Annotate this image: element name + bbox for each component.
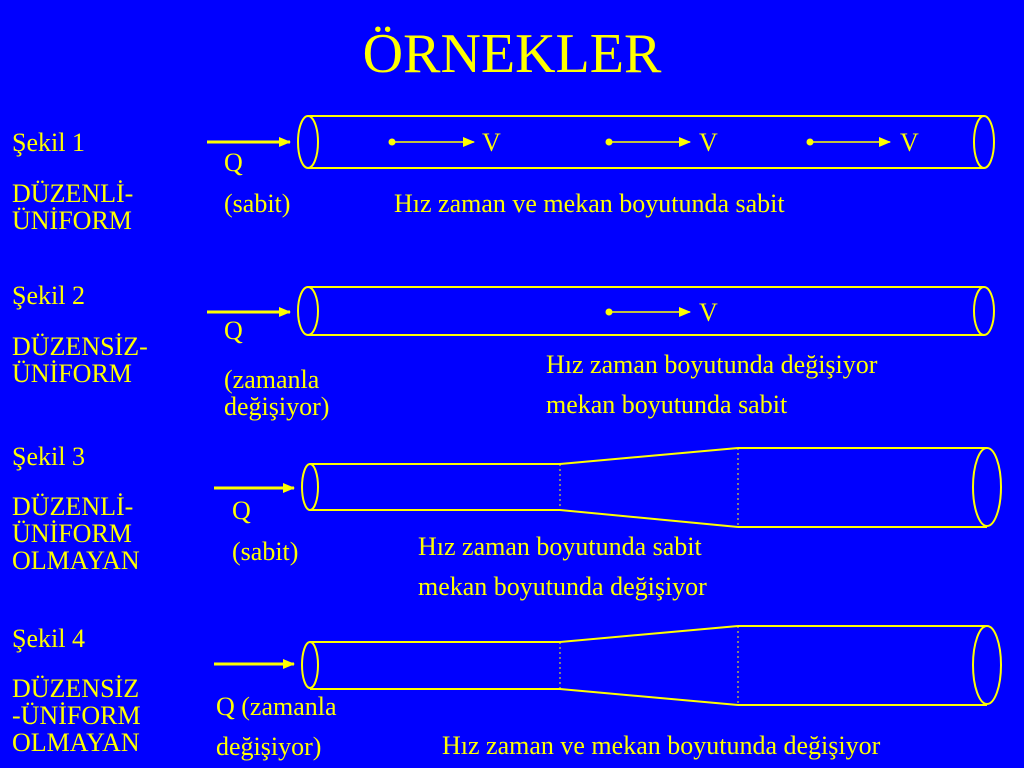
pipe-outlet-end (973, 448, 1001, 526)
pipe-transition-bottom-wall (560, 689, 738, 705)
velocity-label: V (699, 128, 718, 157)
pipe-outlet-end (973, 626, 1001, 704)
discharge-label: Q (224, 316, 243, 345)
discharge-note: değişiyor) (216, 732, 322, 761)
velocity-label: V (699, 298, 718, 327)
flow-type-line: ÜNİFORM (12, 206, 132, 235)
discharge-note: (sabit) (232, 537, 299, 566)
pipe-uniform (298, 287, 994, 335)
pipe-expanding (302, 448, 1001, 527)
pipe-outlet-end (974, 287, 994, 335)
figure-2-diagram (207, 287, 994, 335)
flow-type-line: DÜZENSİZ (12, 674, 140, 703)
flow-type-line: DÜZENSİZ- (12, 332, 148, 361)
velocity-label: V (482, 128, 501, 157)
discharge-note: (sabit) (224, 189, 291, 218)
discharge-label: Q (232, 496, 251, 525)
description-line: mekan boyutunda değişiyor (418, 572, 707, 601)
pipe-transition-top-wall (560, 626, 738, 642)
description-line: Hız zaman ve mekan boyutunda değişiyor (442, 731, 881, 760)
pipe-inlet-end (302, 464, 318, 510)
figure-label: Şekil 1 (12, 128, 85, 157)
velocity-label: V (900, 128, 919, 157)
figure-3-diagram (214, 448, 1001, 527)
pipe-transition-top-wall (560, 448, 738, 464)
figure-1-diagram (207, 116, 994, 168)
flow-type-line: ÜNİFORM (12, 359, 132, 388)
description-line: Hız zaman boyutunda değişiyor (546, 350, 878, 379)
description-line: Hız zaman boyutunda sabit (418, 532, 702, 561)
flow-type-line: OLMAYAN (12, 728, 140, 757)
figure-label: Şekil 3 (12, 442, 85, 471)
discharge-note: (zamanla (224, 365, 320, 394)
slide-title: ÖRNEKLER (362, 23, 662, 85)
figure-label: Şekil 4 (12, 624, 85, 653)
flow-type-line: DÜZENLİ- (12, 179, 134, 208)
flow-type-line: -ÜNİFORM (12, 701, 141, 730)
pipe-expanding (302, 626, 1001, 705)
pipe-inlet-end (302, 642, 318, 688)
description-line: mekan boyutunda sabit (546, 390, 788, 419)
figure-label: Şekil 2 (12, 281, 85, 310)
flow-type-line: DÜZENLİ- (12, 492, 134, 521)
discharge-label: Q (224, 148, 243, 177)
discharge-label: Q (zamanla (216, 692, 337, 721)
pipe-transition-bottom-wall (560, 510, 738, 527)
description-line: Hız zaman ve mekan boyutunda sabit (394, 189, 785, 218)
flow-type-line: ÜNİFORM (12, 519, 132, 548)
pipe-outlet-end (974, 116, 994, 168)
pipe-inlet-end (298, 287, 318, 335)
pipe-inlet-end (298, 116, 318, 168)
discharge-note: değişiyor) (224, 392, 330, 421)
flow-type-line: OLMAYAN (12, 546, 140, 575)
